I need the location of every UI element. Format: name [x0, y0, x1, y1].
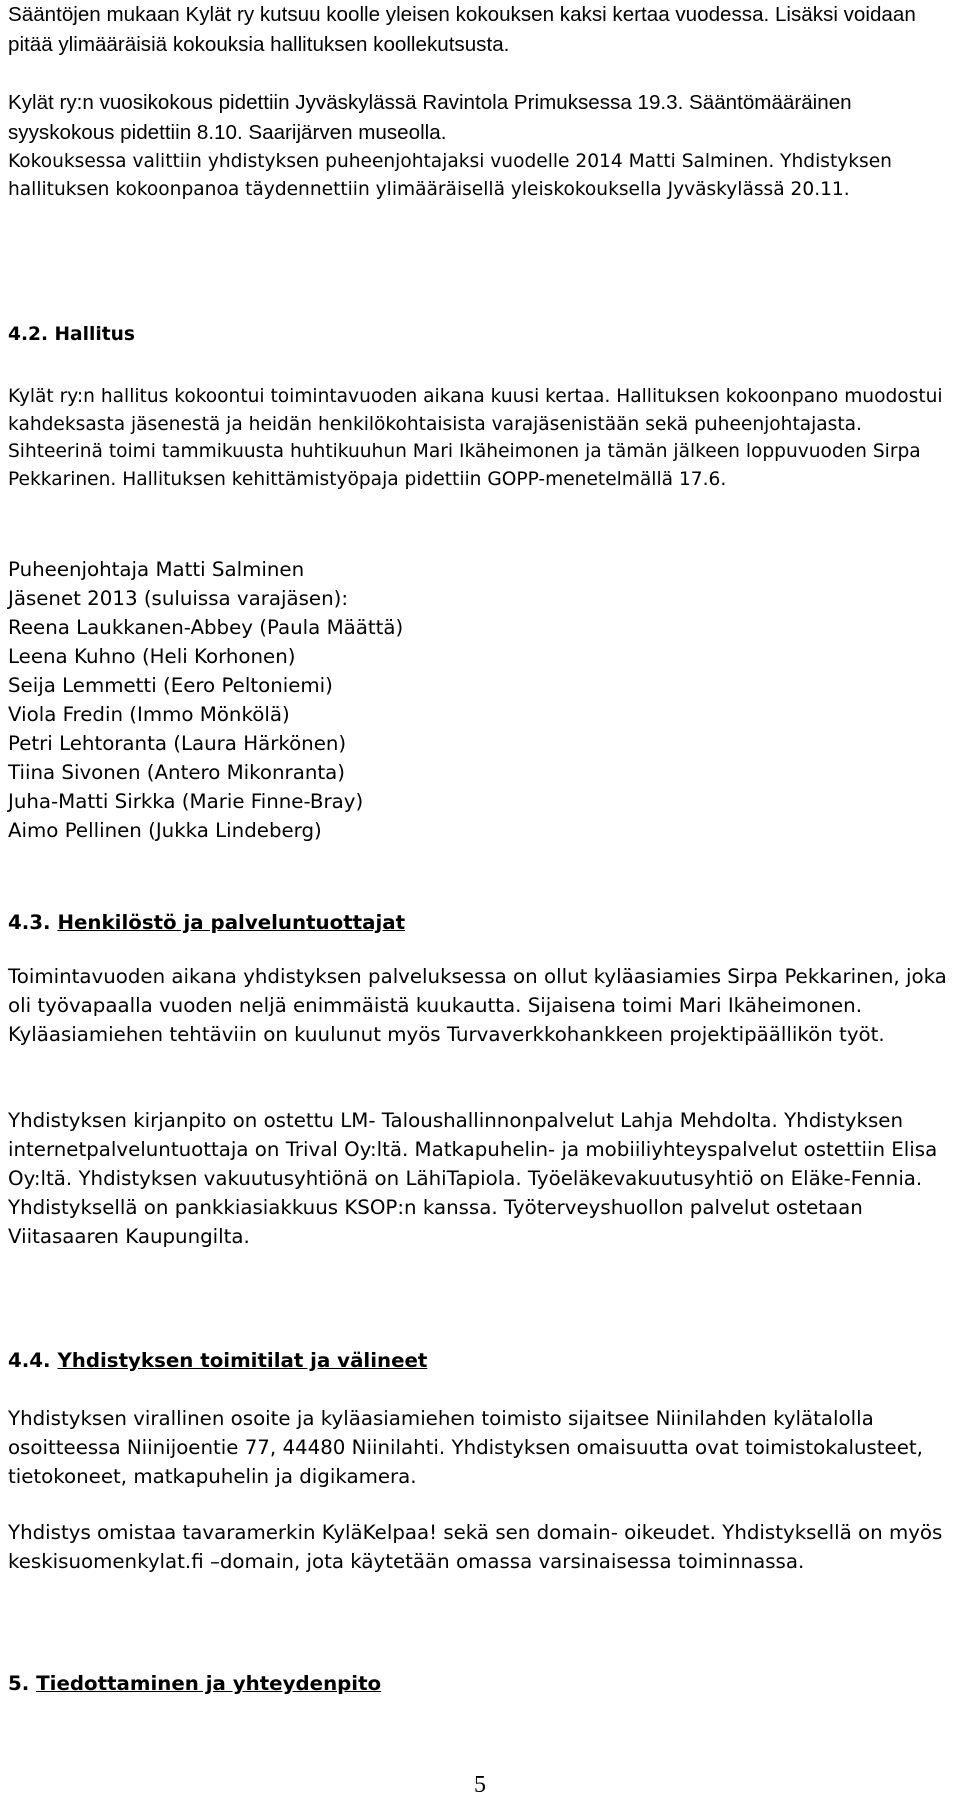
page-number: 5 [474, 1772, 486, 1798]
list-item: Puheenjohtaja Matti Salminen [8, 558, 305, 581]
henkilosto-paragraph-2: Yhdistyksen kirjanpito on ostettu LM- Taloushallinnonpalvelut Lahja Mehdolta. Yhdistyksen internetpalveluntuottaja on Trival Oy:ltä. Matkapuhelin- ja mobiiliyhteyspalvelut ostettiin Elisa Oy:ltä. Yhdistyksen vakuutusyhtiönä on LähiTapiola. Työeläkevakuutusyhtiö on Eläke-Fennia. Yhdistyksellä on pankkiasiakkuus KSOP:n kanssa. Työterveyshuollon palvelut ostetaan Viitasaaren Kaupungilta. [8, 1109, 938, 1248]
section-number: 5. [8, 1672, 30, 1695]
section-title: Yhdistyksen toimitilat ja välineet [57, 1349, 428, 1372]
section-title: Tiedottaminen ja yhteydenpito [36, 1672, 382, 1695]
section-title: Henkilöstö ja palveluntuottajat [57, 911, 406, 934]
section-heading-tiedottaminen [8, 1669, 952, 1698]
section-hallitus-body [8, 383, 952, 493]
section-heading-toimitilat [8, 1346, 952, 1375]
intro-paragraph-2-part-1: Kylät ry:n vuosikokous pidettiin Jyväskylässä Ravintola Primuksessa 19.3. Sääntömääräinen syyskokous pidettiin 8.10. Saarijärven museolla. [8, 91, 852, 144]
section-henkilosto-body [8, 962, 952, 1049]
section-toimitilat-body [8, 1404, 952, 1491]
list-item: Aimo Pellinen (Jukka Lindeberg) [8, 819, 322, 842]
toimitilat-paragraph-2: Yhdistys omistaa tavaramerkin KyläKelpaa! sekä sen domain- oikeudet. Yhdistyksellä on myös keskisuomenkylat.fi –domain, jota käytetään omassa varsinaisessa toiminnassa. [8, 1521, 943, 1573]
section-heading-henkilosto [8, 908, 952, 937]
section-toimitilat [8, 1346, 952, 1375]
section-number: 4.3. [8, 911, 51, 934]
section-henkilosto [8, 908, 952, 937]
list-item: Viola Fredin (Immo Mönkölä) [8, 703, 290, 726]
list-item: Jäsenet 2013 (suluissa varajäsen): [8, 587, 349, 610]
section-tiedottaminen [8, 1669, 952, 1698]
list-item: Tiina Sivonen (Antero Mikonranta) [8, 761, 345, 784]
list-item: Reena Laukkanen-Abbey (Paula Määttä) [8, 616, 404, 639]
intro-section [8, 0, 952, 60]
section-number: 4.4. [8, 1349, 51, 1372]
section-hallitus [8, 321, 952, 348]
section-heading-hallitus: 4.2. Hallitus [8, 324, 135, 345]
intro-paragraph-1: Sääntöjen mukaan Kylät ry kutsuu koolle yleisen kokouksen kaksi kertaa vuodessa. Lisäksi voidaan pitää ylimääräisiä kokouksia hallituksen koollekutsusta. [8, 3, 916, 56]
henkilosto-paragraph-1: Toimintavuoden aikana yhdistyksen palveluksessa on ollut kyläasiamies Sirpa Pekkarinen, joka oli työvapaalla vuoden neljä enimmäistä kuukautta. Sijaisena toimi Mari Ikäheimonen. Kyläasiamiehen tehtäviin on kuulunut myös Turvaverkkohankkeen projektipäällikön työt. [8, 965, 947, 1046]
intro-section-2 [8, 88, 952, 204]
board-member-list [8, 555, 952, 845]
intro-paragraph-2-part-2: Kokouksessa valittiin yhdistyksen puheenjohtajaksi vuodelle 2014 Matti Salminen. Yhdistyksen hallituksen kokoonpanoa täydennettiin ylimääräisellä yleiskokouksella Jyväskylässä 20.11. [8, 151, 892, 200]
list-item: Leena Kuhno (Heli Korhonen) [8, 645, 296, 668]
section-toimitilat-body-2 [8, 1518, 952, 1576]
hallitus-paragraph: Kylät ry:n hallitus kokoontui toimintavuoden aikana kuusi kertaa. Hallituksen kokoonpano muodostui kahdeksasta jäsenestä ja heidän henkilökohtaisista varajäsenistään sekä puheenjohtajasta. Sihteerinä toimi tammikuusta huhtikuuhun Mari Ikäheimonen ja tämän jälkeen loppuvuoden Sirpa Pekkarinen. Hallituksen kehittämistyöpaja pidettiin GOPP-menetelmällä 17.6. [8, 386, 943, 490]
section-henkilosto-body-2 [8, 1106, 952, 1251]
toimitilat-paragraph-1: Yhdistyksen virallinen osoite ja kyläasiamiehen toimisto sijaitsee Niinilahden kylätalolla osoitteessa Niinijoentie 77, 44480 Niinilahti. Yhdistyksen omaisuutta ovat toimistokalusteet, tietokoneet, matkapuhelin ja digikamera. [8, 1407, 923, 1488]
list-item: Petri Lehtoranta (Laura Härkönen) [8, 732, 347, 755]
list-item: Seija Lemmetti (Eero Peltoniemi) [8, 674, 333, 697]
list-item: Juha-Matti Sirkka (Marie Finne-Bray) [8, 790, 364, 813]
